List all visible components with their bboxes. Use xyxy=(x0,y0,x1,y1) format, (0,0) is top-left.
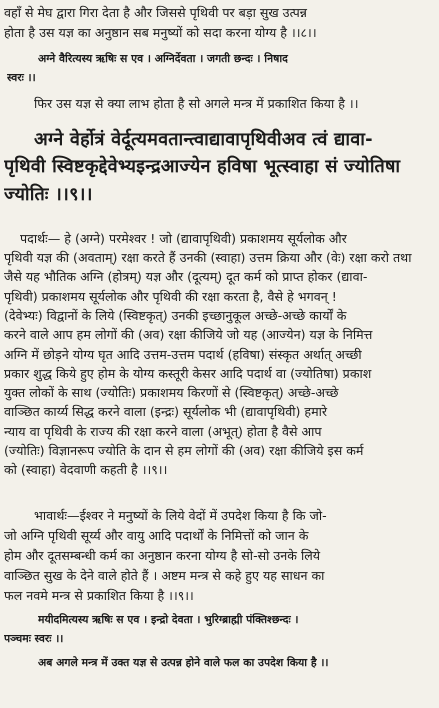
padartha-line: जैसे यह भौतिक अग्नि (होत्रम्) यज्ञ और (दूत्यम्) दूत कर्म को प्राप्त होकर (द्यावा- xyxy=(4,269,368,284)
padartha-line: पदार्थः— हे (अग्ने) परमेश्वर ! जो (द्यावापृथिवी) प्रकाशमय सूर्यलोक और xyxy=(20,231,347,246)
padartha-line: पृथिवी) प्रकाशमय सूर्यलोक और पृथिवी की रक्षा करता है, वैसे हे भगवन् ! xyxy=(4,289,337,304)
mantra-header: स्वरः ।। xyxy=(7,71,36,84)
text-line: वहाँ से मेघ द्वारा गिरा देता है और जिससे पृथिवी पर बड़ा सुख उत्पन्न xyxy=(4,5,307,20)
bhavartha-line: होम और दूतसम्बन्धी कर्म का अनुष्ठान करना योग्य है सो-सो उनके लिये xyxy=(4,548,321,563)
bhavartha-line: फल नवमे मन्त्र से प्रकाशित किया है ।।९।। xyxy=(4,588,194,603)
padartha-line: करने वाले आप हम लोगों की (अव) रक्षा कीजिये जो यह (आज्येन) यज्ञ के निमित्त xyxy=(4,327,373,342)
padartha-line: वाञ्छित कार्य्य सिद्ध करने वाला (इन्द्रः) सूर्यलोक भी (द्यावापृथिवी) हमारे xyxy=(4,404,328,419)
padartha-line: प्रकार शुद्ध किये हुए होम के योग्य कस्तूरी केसर आदि पदार्थ वा (ज्योतिषा) प्रकाश xyxy=(4,366,372,381)
bhavartha-line: भावार्थः—ईश्वर ने मनुष्यों के लिये वेदों में उपदेश किया है कि जो- xyxy=(34,508,327,523)
mantra-line: अग्ने वेर्होत्रं वेर्दूत्यमवतान्त्वाद्यावापृथिवीअव त्वं द्यावा- xyxy=(34,129,373,150)
bhavartha-line: वाञ्छित सुख के देने वाले होते हैं । अष्टम मन्त्र से कहे हुए यह साधन का xyxy=(4,568,325,583)
mantra-line: पृथिवी स्विष्टकृद्देवेभ्यइन्द्रआज्येन हविषा भूत्स्वाहा सं ज्योतिषा xyxy=(4,156,401,177)
mantra-header: पञ्चमः स्वरः ।। xyxy=(4,632,64,645)
padartha-line: (ज्योतिः) विज्ञानरूप ज्योति के दान से हम लोगों की (अव) रक्षा कीजिये इस कर्म xyxy=(4,443,364,458)
padartha-line: पृथिवी यज्ञ की (अवताम्) रक्षा करते हैं उनकी (स्वाहा) उत्तम क्रिया और (वेः) रक्षा करो तथा xyxy=(4,250,412,265)
padartha-line: को (स्वाहा) वेदवाणी कहती है ।।९।। xyxy=(4,462,168,477)
mantra-header: मयीदमित्यस्य ऋषिः स एव । इन्द्रो देवता । भुरिग्ब्राह्मी पंक्तिश्छन्दः । xyxy=(38,613,299,626)
padartha-line: युक्त लोकों के साथ (ज्योतिः) प्रकाशमय किरणों से (स्विष्टकृत्) अच्छे-अच्छे xyxy=(4,385,339,400)
mantra-header: अग्ने वैरित्यस्य ऋषिः स एव । अग्निर्देवता । जगती छन्दः । निषाद xyxy=(38,52,288,65)
text-line: होता है उस यज्ञ का अनुष्ठान सब मनुष्यों को सदा करना योग्य है ।।८।। xyxy=(4,25,317,40)
mantra-line: ज्योतिः ।।९।। xyxy=(4,184,93,205)
intro-line: अब अगले मन्त्र में उक्त यज्ञ से उत्पन्न होने वाले फल का उपदेश किया है ।। xyxy=(38,656,329,669)
bhavartha-line: जो अग्नि पृथिवी सूर्य्य और वायु आदि पदार्थों के निमित्तों को जान के xyxy=(4,528,309,543)
padartha-line: न्याय वा पृथिवी के राज्य की रक्षा करने वाला (अभूत्) होता है वैसे आप xyxy=(4,424,322,439)
intro-line: फिर उस यज्ञ से क्या लाभ होता है सो अगले मन्त्र में प्रकाशित किया है ।। xyxy=(34,96,359,111)
padartha-line: अग्नि में छोड़ने योग्य घृत आदि उत्तम-उत्तम पदार्थ (हविषा) संस्कृत अर्थात् अच्छी xyxy=(4,347,362,362)
padartha-line: (देवेभ्यः) विद्वानों के लिये (स्विष्टकृत्) उनकी इच्छानुकूल अच्छे-अच्छे कार्यों के xyxy=(4,308,347,323)
